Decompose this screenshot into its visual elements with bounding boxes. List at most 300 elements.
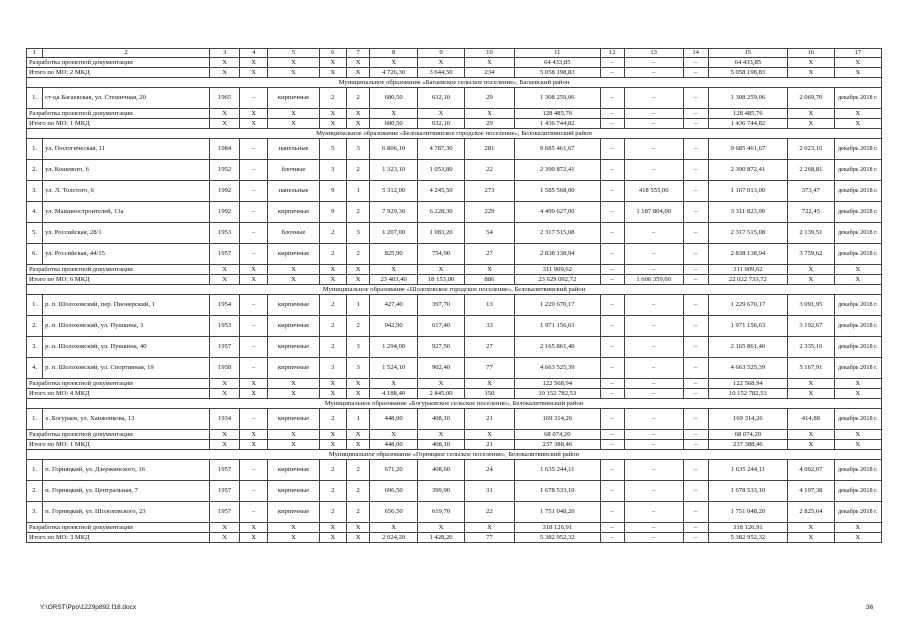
table-row [27,316,882,337]
table-cell: Х [319,109,346,119]
table-cell: Х [834,379,881,389]
table-cell: – [624,481,683,502]
header-cell: 7 [346,49,370,58]
table-cell: 27 [465,337,515,358]
page-number: 36 [866,604,874,611]
table-cell: 3 759,62 [788,244,834,265]
table-cell: Х [834,58,881,68]
summary-label: Разработка проектной документации [27,109,210,119]
table-cell: Х [834,523,881,533]
table-row [27,244,882,265]
summary-row [27,265,882,275]
table-cell: 64 433,85 [514,58,600,68]
table-cell: Х [268,523,320,533]
table-cell: Х [465,109,515,119]
table-cell: Х [834,275,881,285]
table-cell: 2 390 872,41 [514,160,600,181]
table-cell: Х [319,119,346,129]
table-cell: – [600,295,624,316]
table-cell: 2 [346,316,370,337]
table-cell: – [240,88,268,109]
table-cell: 24 [465,460,515,481]
table-cell: 2 023,16 [788,139,834,160]
table-cell: 6. [27,244,43,265]
section-header-row [27,78,882,88]
table-cell: 5 058 198,83 [514,68,600,78]
table-cell: 2 317 515,08 [514,223,600,244]
table-cell: 10 152 782,53 [514,389,600,399]
table-cell: 3 644,50 [417,68,464,78]
summary-label: Итого по МО: 3 МКД [27,533,210,543]
table-cell: Х [417,58,464,68]
table-cell: кирпичные [268,295,320,316]
deadline-cell: декабрь 2018 г. [834,502,881,523]
table-cell: – [600,460,624,481]
table-cell: – [600,430,624,440]
table-cell: панельные [268,181,320,202]
table-cell: – [624,460,683,481]
table-cell: 1957 [210,481,240,502]
table-cell: 2 139,51 [788,223,834,244]
table-cell: 680,50 [370,88,417,109]
table-row [27,160,882,181]
table-cell: – [600,389,624,399]
table-cell: 414,88 [788,409,834,430]
table-cell: 128 485,76 [708,109,788,119]
table-cell: 2 [319,481,346,502]
municipality-title: Муниципальное образование «Шолоховское городское поселение», Белокалитвинский район [27,285,882,295]
table-cell: Х [346,265,370,275]
table-cell: 128 485,76 [514,109,600,119]
table-cell: – [600,440,624,450]
table-cell: – [624,68,683,78]
table-cell: 671,20 [370,460,417,481]
table-cell: 1. [27,139,43,160]
table-cell: – [624,316,683,337]
table-cell: 3. [27,502,43,523]
table-cell: – [240,202,268,223]
table-cell: Х [346,119,370,129]
table-cell: Х [210,68,240,78]
table-cell: 1 428,20 [417,533,464,543]
summary-row [27,109,882,119]
table-cell: Х [268,109,320,119]
table-cell: 1 187 804,00 [624,202,683,223]
summary-row [27,68,882,78]
table-cell: Х [370,523,417,533]
table-row [27,295,882,316]
summary-label: Разработка проектной документации [27,430,210,440]
table-cell: 4. [27,202,43,223]
table-cell: 1953 [210,223,240,244]
table-row [27,139,882,160]
table-cell: 4 499 627,00 [514,202,600,223]
table-cell: Х [240,109,268,119]
section-header-row [27,285,882,295]
table-cell: 617,40 [417,316,464,337]
deadline-cell: декабрь 2018 г. [834,181,881,202]
table-cell: Х [370,379,417,389]
table-cell: – [683,409,708,430]
table-cell: 237 388,46 [708,440,788,450]
address-cell: ст-ца Багаевская, ул. Стешичная, 20 [43,88,210,109]
table-cell: – [600,202,624,223]
table-cell: Х [210,265,240,275]
table-row [27,460,882,481]
table-row [27,502,882,523]
table-cell: Х [210,440,240,450]
table-cell: Х [240,58,268,68]
summary-row [27,275,882,285]
table-cell: 1958 [210,358,240,379]
table-cell: 632,10 [417,119,464,129]
deadline-cell: декабрь 2018 г. [834,460,881,481]
table-cell: 9 [319,202,346,223]
table-cell: Х [834,109,881,119]
table-cell: Х [240,379,268,389]
table-row [27,202,882,223]
table-cell: – [600,109,624,119]
table-cell: 2 [346,244,370,265]
table-cell: 2 845,00 [417,389,464,399]
table-cell: 1992 [210,202,240,223]
table-cell: 2 [346,481,370,502]
table-cell: Х [210,379,240,389]
table-cell: 27 [465,244,515,265]
table-cell: 3 311 823,00 [708,202,788,223]
table-cell: Х [834,430,881,440]
table-cell: 1 635 244,11 [514,460,600,481]
table-cell: 54 [465,223,515,244]
table-cell: – [683,316,708,337]
summary-row [27,523,882,533]
table-cell: 1 229 670,17 [514,295,600,316]
table-cell: 2 268,81 [788,160,834,181]
section-header-row [27,129,882,139]
table-cell: – [683,533,708,543]
table-cell: – [240,337,268,358]
table-cell: – [600,68,624,78]
table-cell: 2 [319,88,346,109]
table-cell: – [240,223,268,244]
deadline-cell: декабрь 2018 г. [834,160,881,181]
table-cell: кирпичные [268,337,320,358]
municipality-title: Муниципальное образование «Горняцкое сельское поселение», Белокалитвинский район [27,450,882,460]
table-cell: – [683,109,708,119]
address-cell: х. Богураев, ул. Ханжонкова, 13 [43,409,210,430]
header-cell: 8 [370,49,417,58]
table-cell: – [240,139,268,160]
table-cell: 696,50 [370,481,417,502]
header-cell: 9 [417,49,464,58]
table-cell: – [624,223,683,244]
table-cell: 2 069,70 [788,88,834,109]
table-cell: 234 [465,68,515,78]
table-cell: 2 390 872,41 [708,160,788,181]
table-cell: 7 929,30 [370,202,417,223]
table-cell: панельные [268,139,320,160]
table-cell: – [600,481,624,502]
table-cell: 1 678 533,10 [708,481,788,502]
table-cell: 1 971 156,63 [514,316,600,337]
table-cell: 4 663 525,39 [708,358,788,379]
table-cell: – [240,409,268,430]
section-header-row [27,450,882,460]
table-cell: 2 [319,223,346,244]
table-cell: Х [370,430,417,440]
table-cell: 77 [465,358,515,379]
table-cell: кирпичные [268,358,320,379]
table-cell: 33 [465,316,515,337]
table-cell: – [600,502,624,523]
table-cell: 3 [319,160,346,181]
table-cell: – [600,523,624,533]
table-cell: 1992 [210,181,240,202]
table-cell: 23 403,40 [370,275,417,285]
table-cell: Х [240,68,268,78]
table-cell: 942,90 [370,316,417,337]
table-cell: – [683,244,708,265]
table-cell: – [240,295,268,316]
table-cell: 886 [465,275,515,285]
table-cell: Х [210,389,240,399]
table-cell: Х [370,109,417,119]
table-cell: – [683,337,708,358]
address-cell: р. п. Шолоховский, ул. Пушкина, 40 [43,337,210,358]
table-cell: 3 [346,358,370,379]
table-cell: 68 074,20 [708,430,788,440]
deadline-cell: декабрь 2018 г. [834,202,881,223]
table-row [27,88,882,109]
table-cell: Х [370,58,417,68]
table-cell: 1 [346,181,370,202]
table-cell: Х [834,265,881,275]
municipality-title: Муниципальное образование «Белокалитвинское городское поселение», Белокалитвинский район [27,129,882,139]
table-cell: 1 751 048,20 [514,502,600,523]
table-cell: – [683,523,708,533]
address-cell: ул. Л. Толстого, 6 [43,181,210,202]
table-cell: Х [319,275,346,285]
address-cell: р. п. Шолоховский, ул. Спортивная, 19 [43,358,210,379]
table-cell: 2. [27,481,43,502]
table-cell: – [624,109,683,119]
table-cell: – [683,223,708,244]
header-cell: 5 [268,49,320,58]
table-cell: 2 317 515,08 [708,223,788,244]
table-cell: 21 [465,409,515,430]
table-cell: – [683,88,708,109]
table-cell: – [600,358,624,379]
summary-label: Разработка проектной документации [27,265,210,275]
table-cell: Х [268,379,320,389]
table-cell: Х [210,109,240,119]
table-cell: Х [240,523,268,533]
table-cell: Х [788,68,834,78]
municipality-title: Муниципальное образование «Багаевское сельское поселение», Багаевский район [27,78,882,88]
table-cell: – [240,502,268,523]
table-cell: 311 909,62 [708,265,788,275]
table-cell: Х [319,68,346,78]
table-cell: Х [788,389,834,399]
table-cell: 6 228,30 [417,202,464,223]
table-cell: – [600,409,624,430]
table-cell: – [240,358,268,379]
table-cell: Х [319,533,346,543]
table-row [27,223,882,244]
table-cell: – [600,265,624,275]
deadline-cell: декабрь 2018 г. [834,244,881,265]
table-cell: 281 [465,139,515,160]
table-cell: 1 207,00 [370,223,417,244]
table-cell: кирпичные [268,316,320,337]
deadline-cell: декабрь 2018 г. [834,139,881,160]
table-cell: 18 153,00 [417,275,464,285]
document-table-container [26,48,882,543]
table-cell: Х [210,119,240,129]
table-cell: – [624,88,683,109]
table-cell: 2 [319,337,346,358]
section-header-row [27,399,882,409]
table-cell: Х [465,379,515,389]
address-cell: р. п. Шолоховский, пер. Пионерский, 1 [43,295,210,316]
table-cell: Х [268,389,320,399]
table-cell: 2 [346,502,370,523]
table-cell: 5. [27,223,43,244]
deadline-cell: декабрь 2018 г. [834,409,881,430]
table-cell: 3 [319,358,346,379]
table-cell: – [624,139,683,160]
address-cell: ул. Российская, 44/15 [43,244,210,265]
table-cell: 1 635 244,11 [708,460,788,481]
table-cell: – [683,440,708,450]
table-cell: 4 197,38 [788,481,834,502]
table-cell: 4 726,30 [370,68,417,78]
header-cell: 6 [319,49,346,58]
table-cell: Х [346,523,370,533]
table-cell: Х [417,109,464,119]
table-cell: 2 165 861,40 [708,337,788,358]
header-cell: 2 [43,49,210,58]
header-cell: 14 [683,49,708,58]
table-cell: Х [465,430,515,440]
table-cell: Х [268,58,320,68]
table-cell: 2. [27,160,43,181]
table-cell: – [624,409,683,430]
header-cell: 16 [788,49,834,58]
table-cell: Х [268,68,320,78]
table-cell: 2 [319,409,346,430]
table-cell: 9 [319,181,346,202]
table-cell: 418 555,00 [624,181,683,202]
table-cell: 619,70 [417,502,464,523]
table-cell: – [624,244,683,265]
table-cell: 1984 [210,139,240,160]
table-cell: 2 335,16 [788,337,834,358]
table-cell: кирпичные [268,244,320,265]
table-cell: – [600,379,624,389]
table-cell: – [683,68,708,78]
table-cell: Х [346,68,370,78]
address-cell: ул. Российская, 28/1 [43,223,210,244]
municipality-title: Муниципальное образование «Богураевское сельское поселение», Белокалитвинский район [27,399,882,409]
table-cell: – [683,58,708,68]
table-cell: – [600,244,624,265]
table-cell: 1 [346,409,370,430]
table-cell: 680,50 [370,119,417,129]
table-row [27,358,882,379]
table-cell: Х [834,119,881,129]
table-cell: 68 074,20 [514,430,600,440]
table-cell: Х [240,533,268,543]
table-cell: Х [319,58,346,68]
register-table [26,48,882,543]
table-cell: 1957 [210,337,240,358]
table-cell: 318 126,91 [708,523,788,533]
table-cell: 1. [27,88,43,109]
table-cell: Х [788,265,834,275]
table-cell: – [624,119,683,129]
table-cell: 311 909,62 [514,265,600,275]
table-cell: Х [346,379,370,389]
table-cell: – [600,88,624,109]
summary-label: Итого по МО: 6 МКД [27,275,210,285]
table-cell: Х [788,430,834,440]
table-cell: Х [240,119,268,129]
table-cell: 1953 [210,316,240,337]
table-cell: Х [346,275,370,285]
table-cell: 10 152 782,53 [708,389,788,399]
table-cell: – [624,523,683,533]
table-cell: 5 312,00 [370,181,417,202]
table-cell: 2 825,64 [788,502,834,523]
table-cell: 1 436 744,82 [708,119,788,129]
table-cell: 2 838 138,94 [708,244,788,265]
header-cell: 17 [834,49,881,58]
table-cell: 1 606 359,00 [624,275,683,285]
table-cell: 1 308 259,06 [708,88,788,109]
table-cell: – [683,379,708,389]
table-cell: Х [465,265,515,275]
table-cell: 4 663 525,39 [514,358,600,379]
table-cell: 3 [346,337,370,358]
table-cell: Х [788,533,834,543]
table-cell: Х [834,389,881,399]
table-cell: 656,50 [370,502,417,523]
summary-label: Разработка проектной документации [27,523,210,533]
table-cell: – [240,160,268,181]
table-cell: Х [788,379,834,389]
table-cell: – [240,181,268,202]
table-cell: Х [788,109,834,119]
table-cell: 722,45 [788,202,834,223]
table-cell: 229 [465,202,515,223]
header-cell: 4 [240,49,268,58]
table-cell: Х [788,275,834,285]
table-cell: 1 294,00 [370,337,417,358]
table-cell: 22 022 733,72 [708,275,788,285]
table-cell: 169 314,26 [514,409,600,430]
table-cell: – [683,160,708,181]
table-cell: 9 685 461,67 [514,139,600,160]
table-cell: 9 685 461,67 [708,139,788,160]
table-cell: Х [240,275,268,285]
table-cell: Х [268,440,320,450]
table-cell: Х [268,275,320,285]
summary-label: Разработка проектной документации [27,58,210,68]
table-cell: – [683,460,708,481]
deadline-cell: декабрь 2018 г. [834,481,881,502]
table-cell: Х [319,379,346,389]
